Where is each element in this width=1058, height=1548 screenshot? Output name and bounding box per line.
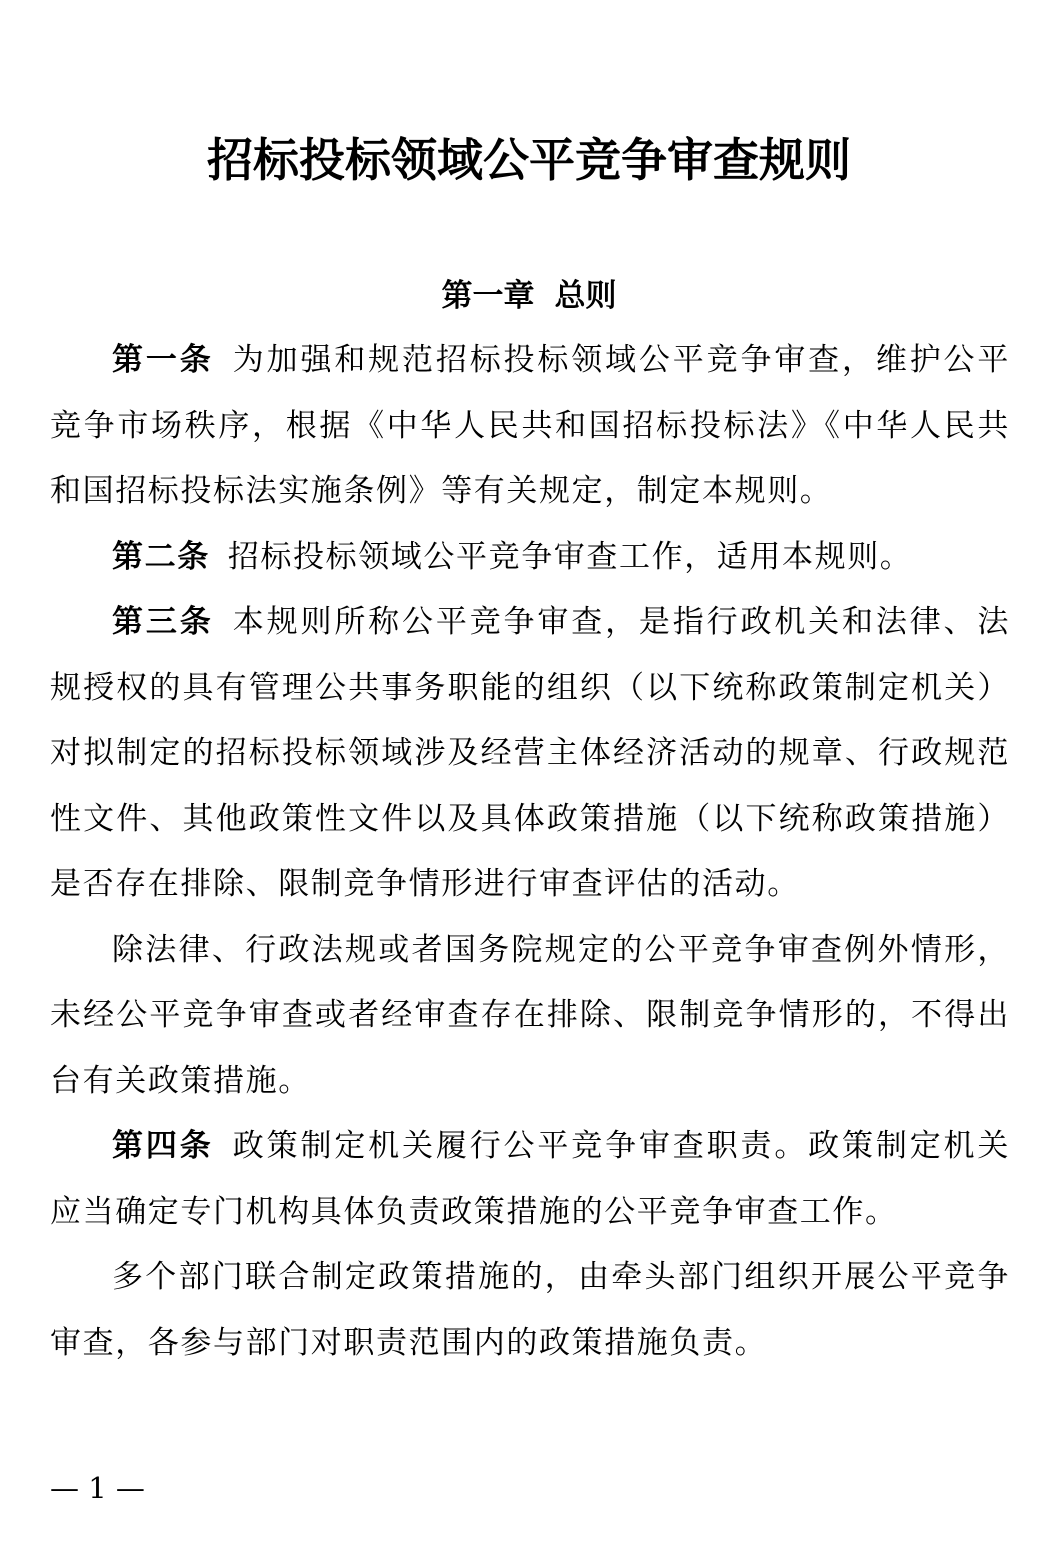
paragraph-article-1 [50,328,1010,525]
paragraph-article-2 [50,525,1010,591]
article-number: 第三条 [112,604,214,640]
paragraph-article-3 [50,590,1010,918]
paragraph-article-4-clause-2 [50,1245,1010,1376]
paragraph-text: 政策制定机关履行公平竞争审查职责。政策制定机关应当确定专门机构具体负责政策措施的公平竞争审查工作。 [50,1128,1010,1230]
article-number: 第一条 [112,342,214,378]
chapter-name: 总则 [554,278,617,314]
page-number: — 1 — [50,1471,145,1505]
article-number: 第四条 [112,1128,214,1164]
paragraph-text: 本规则所称公平竞争审查，是指行政机关和法律、法规授权的具有管理公共事务职能的组织（以下统称政策制定机关）对拟制定的招标投标领域涉及经营主体经济活动的规章、行政规范性文件、其他政策性文件以及具体政策措施（以下统称政策措施）是否存在排除、限制竞争情形进行审查评估的活动。 [50,604,1010,902]
paragraph-article-3-clause-2 [50,918,1010,1115]
chapter-heading [0,272,1058,320]
chapter-number: 第一章 [441,278,535,314]
article-number: 第二条 [112,538,210,575]
paragraph-text: 为加强和规范招标投标领域公平竞争审查，维护公平竞争市场秩序，根据《中华人民共和国招标投标法》《中华人民共和国招标投标法实施条例》等有关规定，制定本规则。 [50,342,1010,509]
paragraph-text: 招标投标领域公平竞争审查工作，适用本规则。 [227,538,913,575]
document-title: 招标投标领域公平竞争审查规则 [207,133,851,187]
document-body [50,328,1010,1376]
paragraph-article-4 [50,1114,1010,1245]
paragraph-text: 多个部门联合制定政策措施的，由牵头部门组织开展公平竞争审查，各参与部门对职责范围内的政策措施负责。 [50,1259,1010,1361]
paragraph-text: 除法律、行政法规或者国务院规定的公平竞争审查例外情形，未经公平竞争审查或者经审查存在排除、限制竞争情形的，不得出台有关政策措施。 [50,931,1010,1099]
